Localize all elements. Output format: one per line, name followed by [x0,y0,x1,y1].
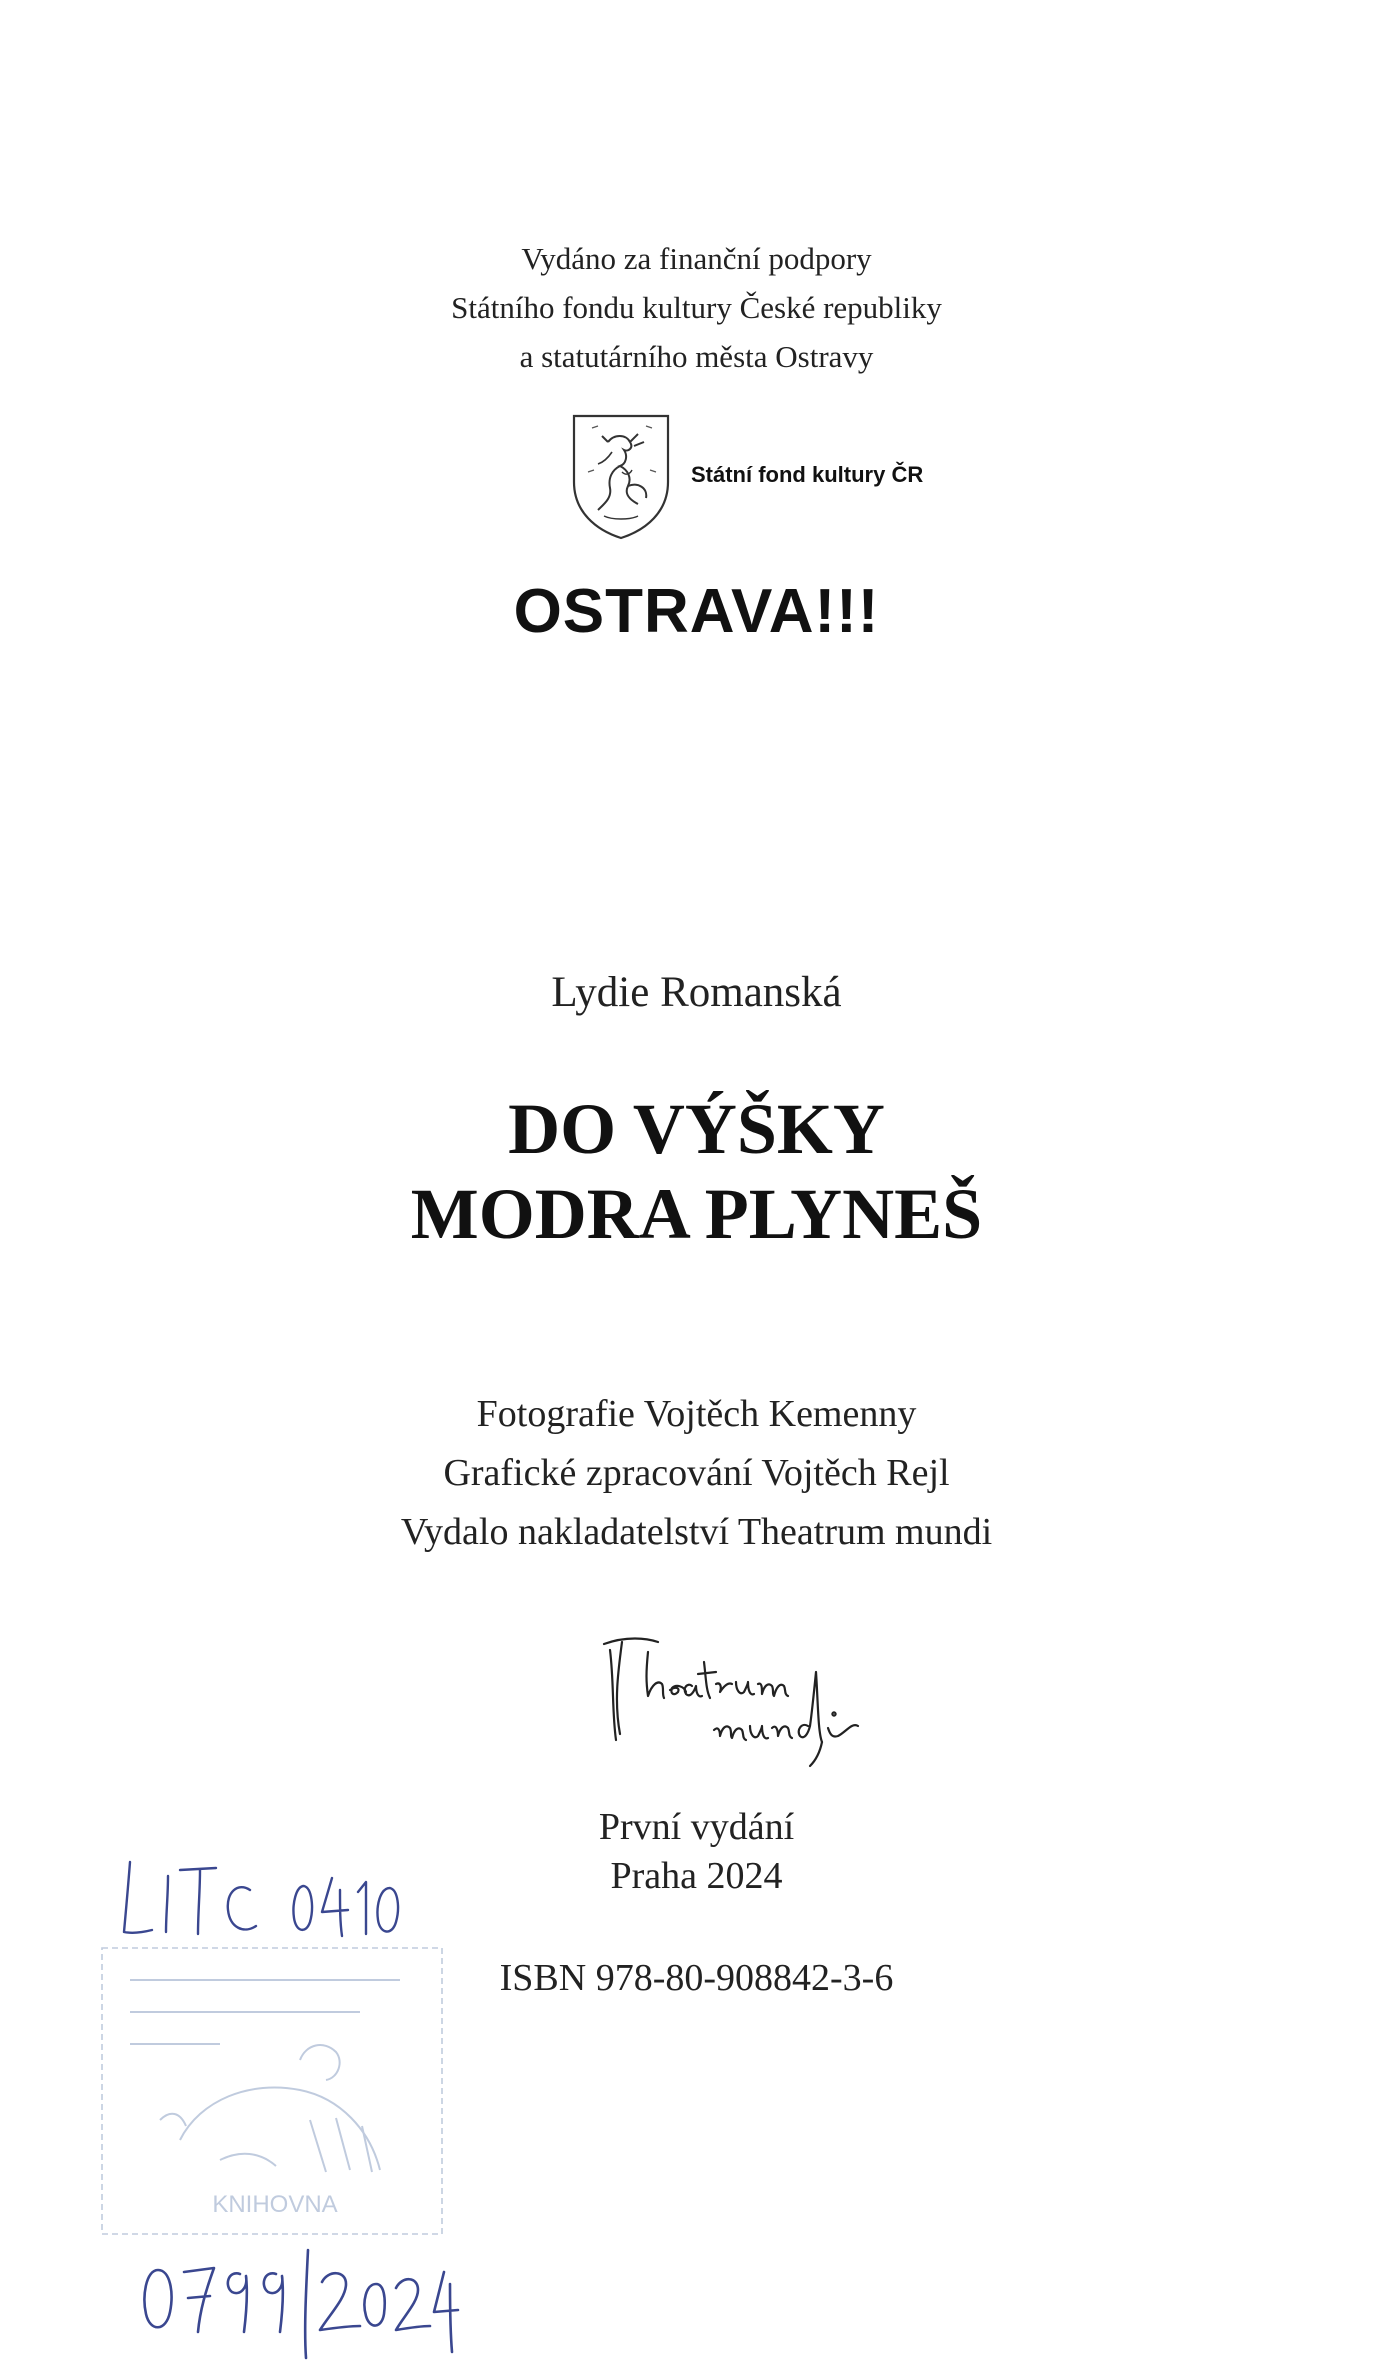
handwritten-accession-number [140,2240,460,2360]
ostrava-logo: OSTRAVA!!! [513,577,880,646]
funding-line-1: Vydáno za finanční podpory [521,241,872,276]
state-culture-fund-label: Státní fond kultury ČR [691,462,924,487]
handwritten-catalog-note [108,1848,428,1948]
credit-line-photography: Fotografie Vojtěch Kemenny [476,1393,917,1435]
funding-line-3: a statutárního města Ostravy [519,339,874,374]
book-title-line-1: DO VÝŠKY [508,1089,885,1169]
funding-statement [0,234,1393,381]
edition-line: První vydání [598,1806,795,1848]
author-name: Lydie Romanská [551,969,842,1016]
credits [0,1385,1393,1562]
library-stamp-label: KNIHOVNA [212,2191,338,2218]
book-title [0,1087,1393,1257]
library-stamp [100,1940,450,2240]
coat-of-arms-icon [568,412,674,542]
book-title-line-2: MODRA PLYNEŠ [410,1174,983,1254]
funding-line-2: Státního fondu kultury České republiky [451,290,942,325]
state-culture-fund-logo [568,412,988,542]
theatrum-mundi-logo [596,1622,896,1772]
credit-line-publisher: Vydalo nakladatelství Theatrum mundi [400,1511,993,1553]
isbn: ISBN 978-80-908842-3-6 [499,1957,894,1999]
place-year-line: Praha 2024 [610,1855,783,1897]
credit-line-design: Grafické zpracování Vojtěch Rejl [443,1452,950,1494]
